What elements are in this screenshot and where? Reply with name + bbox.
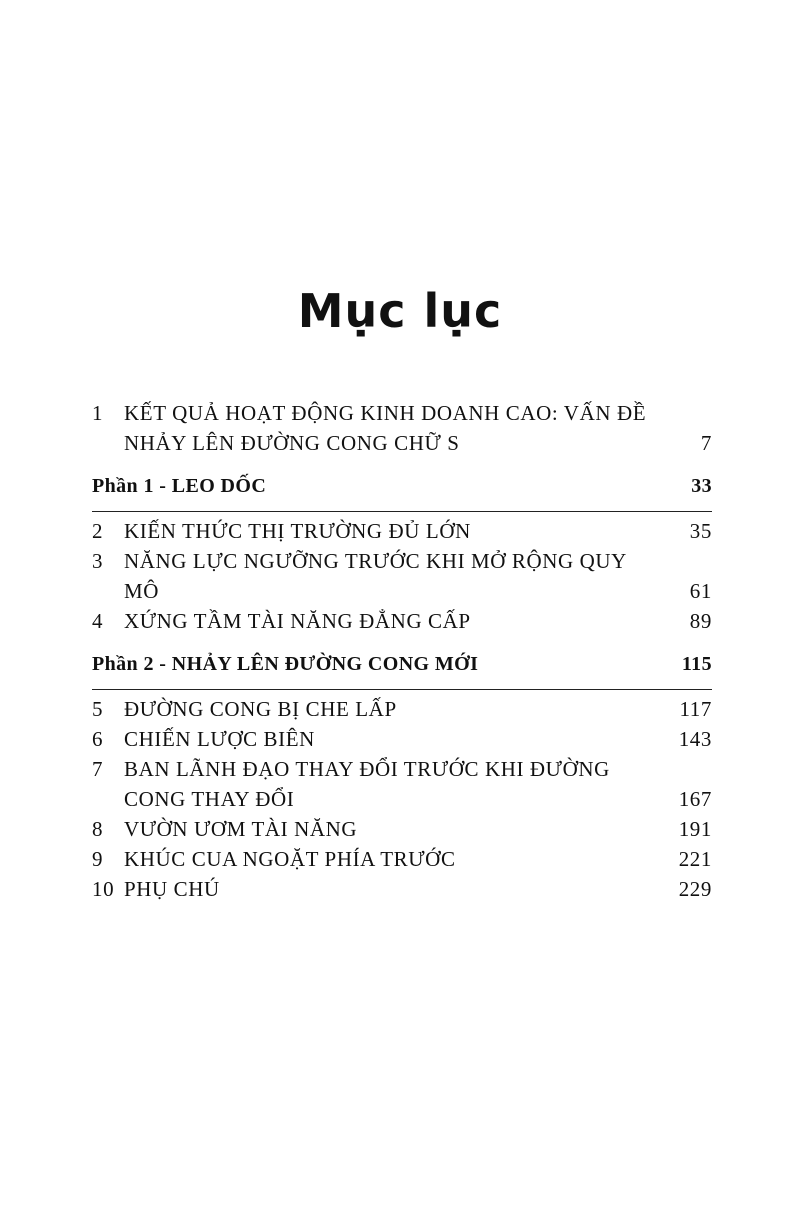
toc-entry-chapter-6[interactable] xyxy=(92,724,712,754)
page-title: Mục lục xyxy=(297,284,503,338)
page-number: 7 xyxy=(700,431,712,455)
chapter-number: 1 xyxy=(92,401,104,425)
chapter-title: BAN LÃNH ĐẠO THAY ĐỔI TRƯỚC KHI ĐƯỜNG CONG THAY ĐỔI xyxy=(124,757,610,811)
page-number: 35 xyxy=(689,519,712,543)
chapter-number: 6 xyxy=(92,727,104,751)
toc-entry-chapter-3[interactable] xyxy=(92,546,712,606)
page-number: 191 xyxy=(678,817,712,841)
table-of-contents xyxy=(92,398,712,904)
chapter-title: NĂNG LỰC NGƯỠNG TRƯỚC KHI MỞ RỘNG QUY MÔ xyxy=(124,549,627,603)
page-number: 89 xyxy=(689,609,712,633)
chapter-number: 4 xyxy=(92,609,104,633)
chapter-number: 5 xyxy=(92,697,104,721)
page-number: 143 xyxy=(678,727,712,751)
chapter-title: KIẾN THỨC THỊ TRƯỜNG ĐỦ LỚN xyxy=(124,519,471,543)
chapter-title: PHỤ CHÚ xyxy=(124,877,220,901)
toc-entry-chapter-10[interactable] xyxy=(92,874,712,904)
chapter-number: 8 xyxy=(92,817,104,841)
toc-entry-chapter-2[interactable] xyxy=(92,516,712,546)
part-page-number: 33 xyxy=(691,475,712,497)
page-number: 229 xyxy=(678,877,712,901)
chapter-number: 10 xyxy=(92,877,115,901)
part-title: Phần 1 - LEO DỐC xyxy=(92,475,267,497)
page-number: 117 xyxy=(679,697,712,721)
part-page-number: 115 xyxy=(681,653,712,675)
chapter-number: 9 xyxy=(92,847,104,871)
toc-part-2[interactable] xyxy=(92,649,712,679)
chapter-title: XỨNG TẦM TÀI NĂNG ĐẲNG CẤP xyxy=(124,609,471,633)
chapter-title: KHÚC CUA NGOẶT PHÍA TRƯỚC xyxy=(124,847,456,871)
toc-entry-chapter-4[interactable] xyxy=(92,606,712,636)
chapter-number: 3 xyxy=(92,549,104,573)
chapter-title: VƯỜN ƯƠM TÀI NĂNG xyxy=(124,817,358,841)
part-title: Phần 2 - NHẢY LÊN ĐƯỜNG CONG MỚI xyxy=(92,653,479,675)
chapter-title: ĐƯỜNG CONG BỊ CHE LẤP xyxy=(124,697,397,721)
chapter-title: KẾT QUẢ HOẠT ĐỘNG KINH DOANH CAO: VẤN ĐỀ NHẢY LÊN ĐƯỜNG CONG CHỮ S xyxy=(124,401,647,455)
toc-entry-chapter-1[interactable] xyxy=(92,398,712,458)
chapter-title: CHIẾN LƯỢC BIÊN xyxy=(124,727,315,751)
toc-entry-chapter-8[interactable] xyxy=(92,814,712,844)
chapter-number: 2 xyxy=(92,519,104,543)
page-number: 221 xyxy=(678,847,712,871)
page-number: 167 xyxy=(678,787,712,811)
page-number: 61 xyxy=(689,579,712,603)
toc-entry-chapter-7[interactable] xyxy=(92,754,712,814)
toc-part-1[interactable] xyxy=(92,471,712,501)
toc-entry-chapter-5[interactable] xyxy=(92,694,712,724)
chapter-number: 7 xyxy=(92,757,104,781)
toc-entry-chapter-9[interactable] xyxy=(92,844,712,874)
